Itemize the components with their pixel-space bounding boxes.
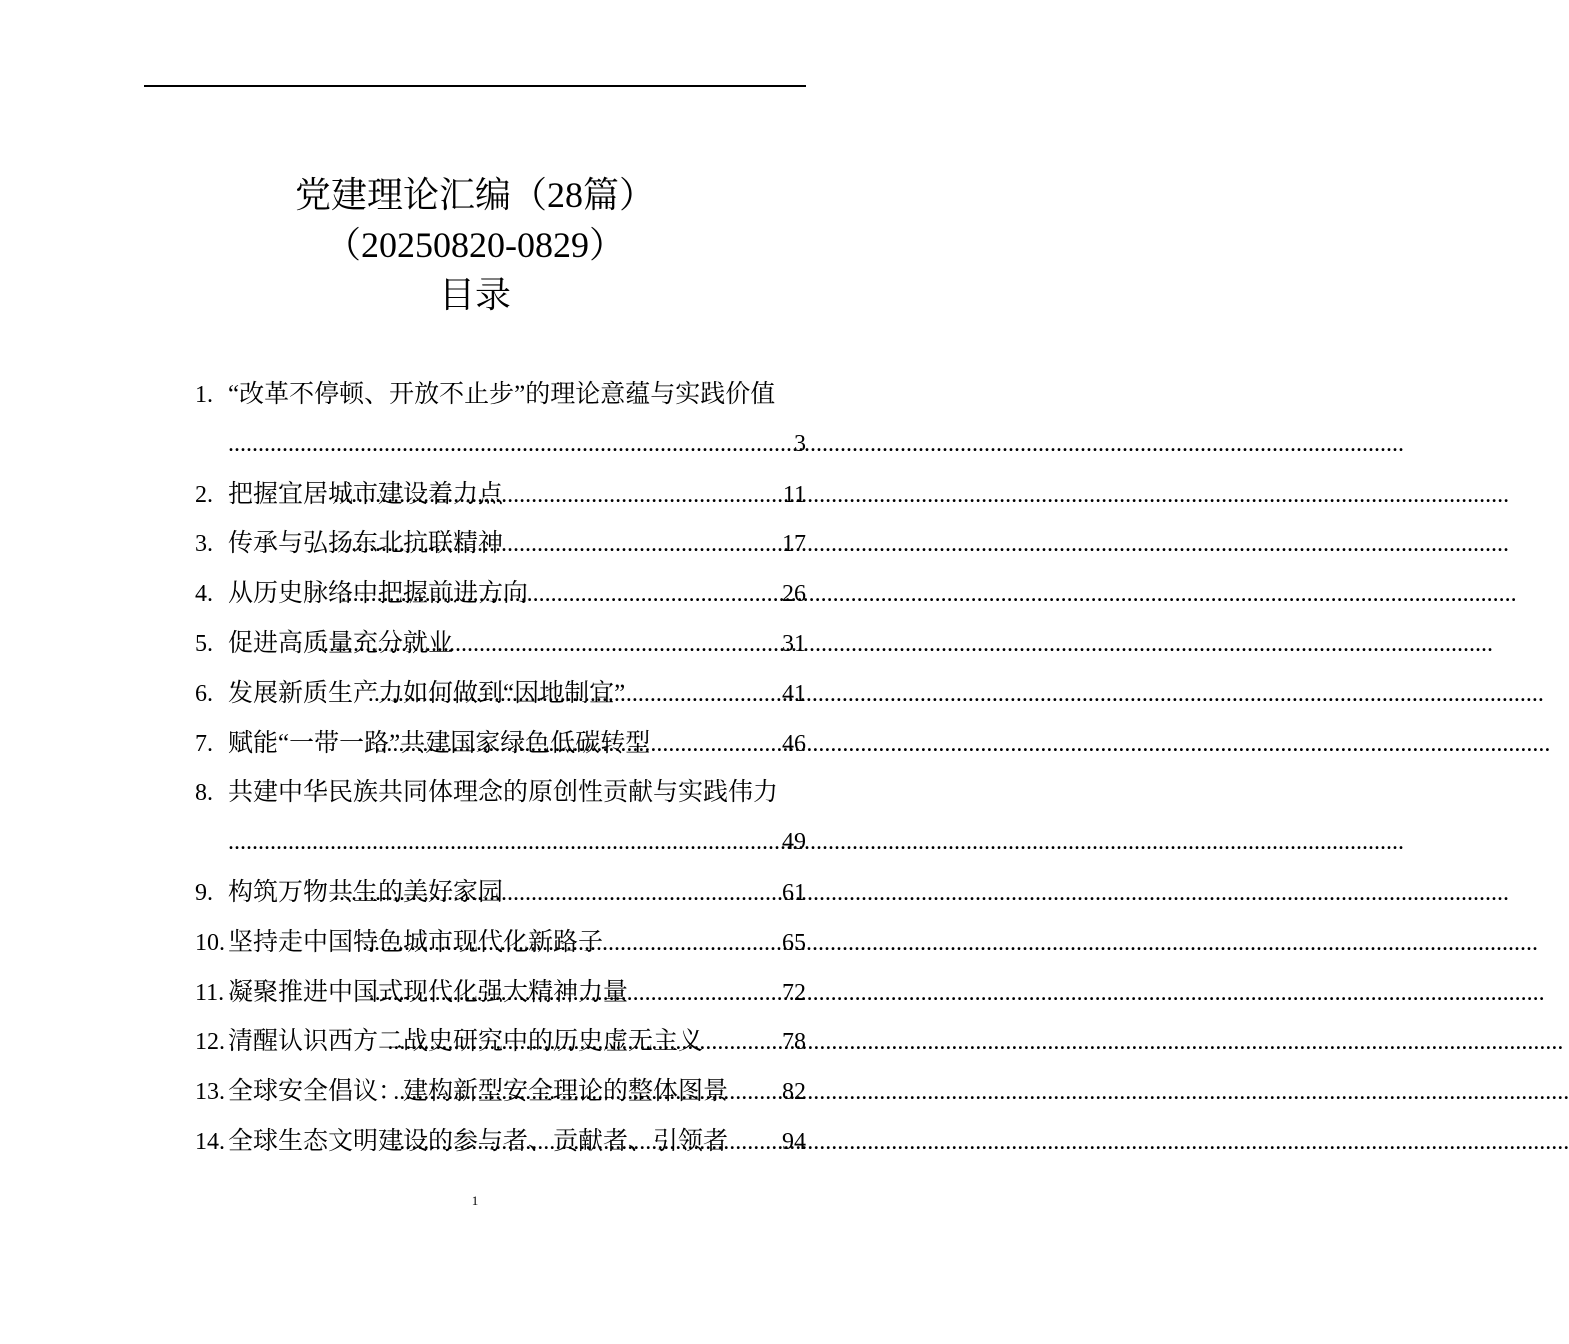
toc-entry-title: 传承与弘扬东北抗联精神: [228, 530, 504, 558]
header-rule: [144, 85, 806, 87]
toc-entry: [195, 669, 806, 719]
toc-entry-title: 从历史脉络中把握前进方向: [228, 580, 529, 608]
toc-entry-page: 17: [782, 531, 806, 558]
toc-heading: 目录: [438, 275, 511, 315]
toc-dot-leader: [333, 520, 782, 570]
toc-entry-title: 把握宜居城市建设着力点: [228, 480, 504, 508]
toc-entry-title: 坚持走中国特色城市现代化新路子: [228, 928, 604, 956]
toc-entry-number: 5.: [195, 630, 213, 657]
toc-entry-page: 46: [782, 730, 806, 757]
toc-dot-leader: [374, 720, 782, 770]
toc-entry-page: 78: [782, 1029, 806, 1056]
toc-entry-page: 26: [782, 581, 806, 608]
toc-entry-page: 41: [782, 680, 806, 707]
toc-entry: [195, 1117, 806, 1167]
toc-entry-number: 12.: [195, 1029, 225, 1056]
toc-entry-number: 10.: [195, 929, 225, 956]
toc-entry: [195, 719, 806, 769]
toc-entry-page: 82: [782, 1079, 806, 1106]
toc-dot-leader: [333, 471, 783, 521]
toc-entry-number: 9.: [195, 879, 213, 906]
toc-dot-leader: [362, 919, 782, 969]
toc-entry-page: 11: [782, 481, 806, 508]
toc-entry-title: 清醒认识西方二战史研究中的历史虚无主义: [228, 1028, 704, 1056]
toc-entry-number: 3.: [195, 531, 213, 558]
toc-dot-leader: [387, 1018, 782, 1068]
toc-entry-page: 3: [794, 430, 806, 457]
toc-entry-number: 8.: [195, 780, 213, 807]
toc-entry-number: 4.: [195, 581, 213, 608]
document-title-block: [0, 170, 950, 320]
toc-entry-number: 6.: [195, 680, 213, 707]
toc-entry: [195, 918, 806, 968]
table-of-contents: [195, 370, 806, 1167]
toc-entry-number: 11.: [195, 979, 225, 1006]
toc-dot-leader: [369, 969, 782, 1019]
document-title: 党建理论汇编（28篇）: [294, 175, 655, 215]
toc-dot-leader: [333, 869, 782, 919]
page-number: 1: [471, 1193, 479, 1208]
toc-entry-title: 共建中华民族共同体理念的原创性贡献与实践伟力: [228, 779, 779, 807]
toc-entry-number: 7.: [195, 730, 213, 757]
toc-entry: [195, 569, 806, 619]
toc-dot-leader: [228, 420, 794, 470]
toc-entry-title: 全球生态文明建设的参与者、贡献者、引领者: [228, 1127, 729, 1155]
toc-entry: [195, 619, 806, 669]
toc-entry: [195, 868, 806, 918]
toc-entry-page: 31: [782, 630, 806, 657]
toc-entry-number: 13.: [195, 1079, 225, 1106]
toc-dot-leader: [341, 570, 782, 620]
toc-entry-page: 49: [782, 829, 806, 856]
toc-entry-page: 65: [782, 929, 806, 956]
toc-dot-leader: [393, 1068, 782, 1118]
toc-entry-title: 发展新质生产力如何做到“因地制宜”: [228, 679, 626, 707]
toc-entry-number: 1.: [195, 382, 213, 408]
toc-entry-title: 凝聚推进中国式现代化强大精神力量: [228, 978, 629, 1006]
toc-entry-page: 61: [782, 879, 806, 906]
toc-entry: [195, 1067, 806, 1117]
toc-entry-title: “改革不停顿、开放不止步”的理论意蕴与实践价值: [228, 381, 776, 408]
toc-entry: [195, 968, 806, 1018]
toc-dot-leader: [317, 620, 782, 670]
toc-entry-title: 构筑万物共生的美好家园: [228, 878, 504, 906]
toc-entry: [195, 1017, 806, 1067]
toc-dot-leader: [228, 818, 782, 868]
toc-entry: [195, 370, 806, 470]
toc-entry-title: 赋能“一带一路”共建国家绿色低碳转型: [228, 729, 651, 757]
toc-entry: [195, 519, 806, 569]
document-date-range: （20250820-0829）: [325, 225, 625, 265]
toc-dot-leader: [368, 670, 782, 720]
toc-entry-page: 94: [782, 1128, 806, 1155]
toc-entry-page: 72: [782, 979, 806, 1006]
toc-entry-title: 全球安全倡议：建构新型安全理论的整体图景: [228, 1078, 729, 1106]
toc-entry-title: 促进高质量充分就业: [228, 629, 454, 657]
toc-dot-leader: [393, 1118, 782, 1168]
toc-entry: [195, 470, 806, 520]
toc-entry-number: 14.: [195, 1128, 225, 1155]
toc-entry: [195, 768, 806, 868]
toc-entry-number: 2.: [195, 481, 213, 508]
